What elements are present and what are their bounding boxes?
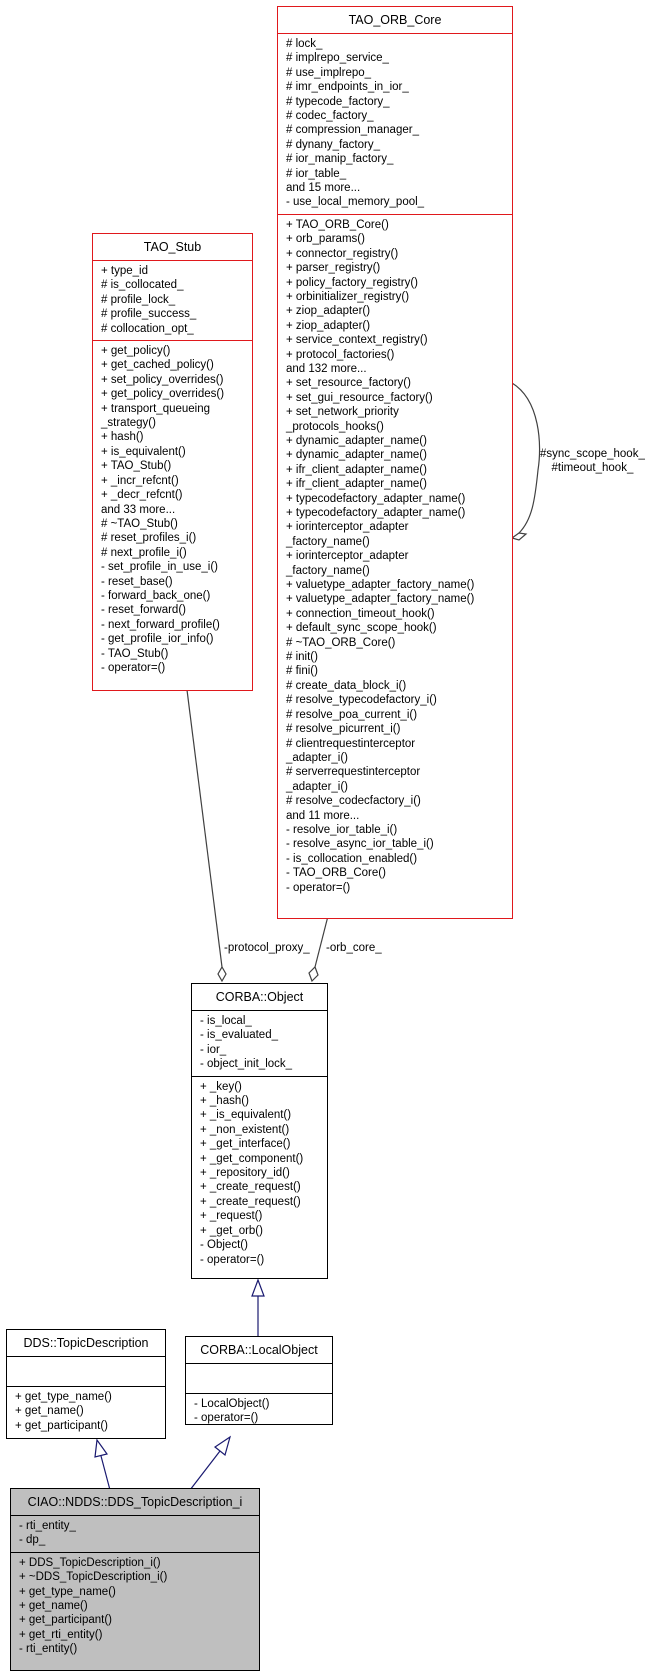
class-member: + is_equivalent() <box>101 445 186 458</box>
class-title: TAO_ORB_Core <box>278 7 512 34</box>
class-member: + _get_orb() <box>200 1224 263 1237</box>
class-member: # ~TAO_Stub() <box>101 517 178 530</box>
class-member: + typecodefactory_adapter_name() <box>286 507 466 519</box>
class-member: + set_gui_resource_factory() <box>286 391 433 404</box>
class-member: + TAO_ORB_Core() <box>286 218 389 231</box>
class-member: + get_participant() <box>19 1614 113 1627</box>
edge-protocol-proxy-diamond <box>218 967 226 981</box>
edge-label-self-association: #sync_scope_hook_ #timeout_hook_ <box>540 448 645 474</box>
class-member: + _get_component() <box>200 1152 304 1165</box>
operations-compartment <box>11 1553 259 1661</box>
class-member: + _is_equivalent() <box>200 1109 292 1122</box>
edge-label-orb-core: -orb_core_ <box>326 942 382 954</box>
class-member: - is_collocation_enabled() <box>286 852 418 865</box>
class-member: + typecodefactory_adapter_name() <box>286 492 466 505</box>
operations-compartment <box>186 1394 332 1430</box>
class-member: # compression_manager_ <box>286 124 419 137</box>
class-member: + _non_existent() <box>200 1123 290 1136</box>
class-member: + get_name() <box>19 1600 88 1613</box>
edge-topicdesc-inherits <box>101 1456 110 1490</box>
class-title: DDS::TopicDescription <box>7 1330 165 1357</box>
operations-compartment <box>192 1077 327 1271</box>
class-member: - get_profile_ior_info() <box>101 633 214 646</box>
edge-topicdesc-arrow <box>95 1440 107 1457</box>
class-corba-localobject[interactable] <box>185 1336 333 1425</box>
class-member: # init() <box>286 651 318 664</box>
class-member: # ~TAO_ORB_Core() <box>286 636 396 649</box>
operations-compartment <box>278 215 512 899</box>
class-member: - next_forward_profile() <box>101 618 220 631</box>
class-member: + default_sync_scope_hook() <box>286 622 437 635</box>
class-ciao-ndds-dds-topicdescription-i[interactable] <box>10 1488 260 1671</box>
edge-label-protocol-proxy: -protocol_proxy_ <box>224 942 310 954</box>
class-member: + connection_timeout_hook() <box>286 607 435 620</box>
class-tao-orb-core[interactable] <box>277 6 513 919</box>
edge-orb-core-diamond <box>309 967 318 981</box>
class-member: - use_local_memory_pool_ <box>286 196 425 209</box>
class-member: + connector_registry() <box>286 247 399 260</box>
class-member: # ior_manip_factory_ <box>286 153 394 166</box>
edge-localobject-to-impl <box>190 1451 220 1490</box>
class-member: # next_profile_i() <box>101 546 187 559</box>
class-member: # typecode_factory_ <box>286 95 390 108</box>
attributes-compartment <box>7 1357 165 1387</box>
class-member: + _request() <box>200 1210 263 1223</box>
class-member: + service_context_registry() <box>286 334 428 347</box>
class-member: + iorinterceptor_adapter _factory_name() <box>286 550 409 577</box>
class-member: # ior_table_ <box>286 167 347 180</box>
class-member: + _create_request() <box>200 1195 301 1208</box>
class-member: + ziop_adapter() <box>286 319 371 332</box>
class-member: + get_policy() <box>101 345 171 358</box>
class-member: + orb_params() <box>286 233 365 246</box>
class-member: + get_policy_overrides() <box>101 388 225 401</box>
class-member: and 11 more... <box>286 809 360 822</box>
class-member: - set_profile_in_use_i() <box>101 561 218 574</box>
class-dds-topic-description[interactable] <box>6 1329 166 1439</box>
class-member: + orbinitializer_registry() <box>286 290 410 303</box>
class-member: - object_init_lock_ <box>200 1058 293 1071</box>
class-member: + policy_factory_registry() <box>286 276 418 289</box>
attributes-compartment <box>11 1516 259 1553</box>
class-member: + set_network_priority _protocols_hooks() <box>286 406 399 433</box>
class-member: - operator=() <box>101 661 166 674</box>
class-member: + _decr_refcnt() <box>101 489 183 502</box>
class-member: # reset_profiles_i() <box>101 532 197 545</box>
class-member: - Object() <box>200 1239 248 1252</box>
class-member: + ziop_adapter() <box>286 305 371 318</box>
attributes-compartment <box>278 34 512 215</box>
class-member: + DDS_TopicDescription_i() <box>19 1556 161 1569</box>
class-member: - operator=() <box>194 1412 259 1425</box>
class-member: + _key() <box>200 1080 242 1093</box>
class-member: # serverrequestinterceptor _adapter_i() <box>286 766 421 793</box>
class-member: + valuetype_adapter_factory_name() <box>286 579 475 592</box>
class-member: # dynany_factory_ <box>286 138 380 151</box>
class-member: + type_id <box>101 265 148 277</box>
class-member: - forward_back_one() <box>101 589 211 602</box>
class-member: # profile_lock_ <box>101 293 176 306</box>
class-member: # codec_factory_ <box>286 110 374 123</box>
class-member: + _incr_refcnt() <box>101 474 179 487</box>
edge-protocol-proxy <box>187 690 222 967</box>
class-member: + ifr_client_adapter_name() <box>286 478 427 491</box>
class-member: - reset_forward() <box>101 604 186 617</box>
class-member: # fini() <box>286 665 318 678</box>
class-member: - operator=() <box>286 881 351 894</box>
attributes-compartment <box>186 1364 332 1394</box>
class-member: + get_type_name() <box>15 1391 112 1403</box>
class-member: + dynamic_adapter_name() <box>286 449 427 462</box>
class-member: - operator=() <box>200 1253 265 1266</box>
class-member: - resolve_async_ior_table_i() <box>286 838 434 851</box>
class-member: + transport_queueing _strategy() <box>101 402 211 430</box>
class-member: + iorinterceptor_adapter _factory_name() <box>286 521 409 548</box>
class-member: + get_cached_policy() <box>101 359 214 372</box>
class-member: + set_policy_overrides() <box>101 373 224 386</box>
class-member: + get_name() <box>15 1405 84 1418</box>
class-member: # imr_endpoints_in_ior_ <box>286 81 409 94</box>
operations-compartment <box>7 1387 165 1437</box>
class-member: # use_implrepo_ <box>286 66 372 79</box>
class-corba-object[interactable] <box>191 983 328 1279</box>
attributes-compartment <box>192 1011 327 1077</box>
class-member: - LocalObject() <box>194 1398 270 1410</box>
class-member: and 15 more... <box>286 182 361 195</box>
attributes-compartment <box>93 261 252 341</box>
edge-localobject-arrow <box>252 1280 264 1296</box>
class-member: + _hash() <box>200 1095 249 1108</box>
class-member: + get_type_name() <box>19 1585 116 1598</box>
class-member: and 132 more... <box>286 362 367 375</box>
class-member: + valuetype_adapter_factory_name() <box>286 593 475 606</box>
class-member: + _repository_id() <box>200 1167 290 1180</box>
class-title: CIAO::NDDS::DDS_TopicDescription_i <box>11 1489 259 1516</box>
class-member: # clientrequestinterceptor _adapter_i() <box>286 737 416 764</box>
class-member: + parser_registry() <box>286 262 381 275</box>
class-tao-stub[interactable] <box>92 233 253 691</box>
class-member: # resolve_codecfactory_i() <box>286 795 421 808</box>
class-member: # resolve_picurrent_i() <box>286 723 401 736</box>
class-member: + get_participant() <box>15 1419 109 1432</box>
class-member: - TAO_Stub() <box>101 647 169 660</box>
edge-localobject-impl-arrow <box>215 1437 230 1455</box>
class-title: CORBA::LocalObject <box>186 1337 332 1364</box>
class-member: + TAO_Stub() <box>101 460 172 473</box>
class-title: TAO_Stub <box>93 234 252 261</box>
class-member: + ~DDS_TopicDescription_i() <box>19 1571 168 1584</box>
class-member: - TAO_ORB_Core() <box>286 867 386 880</box>
class-member: - resolve_ior_table_i() <box>286 823 398 836</box>
class-member: + dynamic_adapter_name() <box>286 434 427 447</box>
class-member: + ifr_client_adapter_name() <box>286 463 427 476</box>
class-member: - dp_ <box>19 1534 46 1547</box>
class-member: - reset_base() <box>101 575 173 588</box>
class-member: - is_local_ <box>200 1015 252 1027</box>
class-member: # lock_ <box>286 38 323 50</box>
class-member: - rti_entity_ <box>19 1520 76 1532</box>
class-member: - is_evaluated_ <box>200 1029 278 1042</box>
class-member: # implrepo_service_ <box>286 52 389 65</box>
edge-self-association <box>512 383 540 533</box>
class-member: + _create_request() <box>200 1181 301 1194</box>
class-member: + get_rti_entity() <box>19 1628 103 1641</box>
class-member: - ior_ <box>200 1043 227 1056</box>
class-member: # resolve_poa_current_i() <box>286 708 418 721</box>
class-member: + protocol_factories() <box>286 348 395 361</box>
class-member: # collocation_opt_ <box>101 322 194 335</box>
operations-compartment <box>93 341 252 679</box>
class-member: # profile_success_ <box>101 308 197 321</box>
class-member: + hash() <box>101 431 144 444</box>
class-member: + _get_interface() <box>200 1138 291 1151</box>
class-member: - rti_entity() <box>19 1643 78 1656</box>
edge-self-association-diamond <box>512 533 526 540</box>
class-member: and 33 more... <box>101 503 176 516</box>
class-member: # resolve_typecodefactory_i() <box>286 694 437 707</box>
class-member: # create_data_block_i() <box>286 679 407 692</box>
class-member: # is_collocated_ <box>101 279 184 292</box>
class-member: + set_resource_factory() <box>286 377 411 390</box>
class-title: CORBA::Object <box>192 984 327 1011</box>
